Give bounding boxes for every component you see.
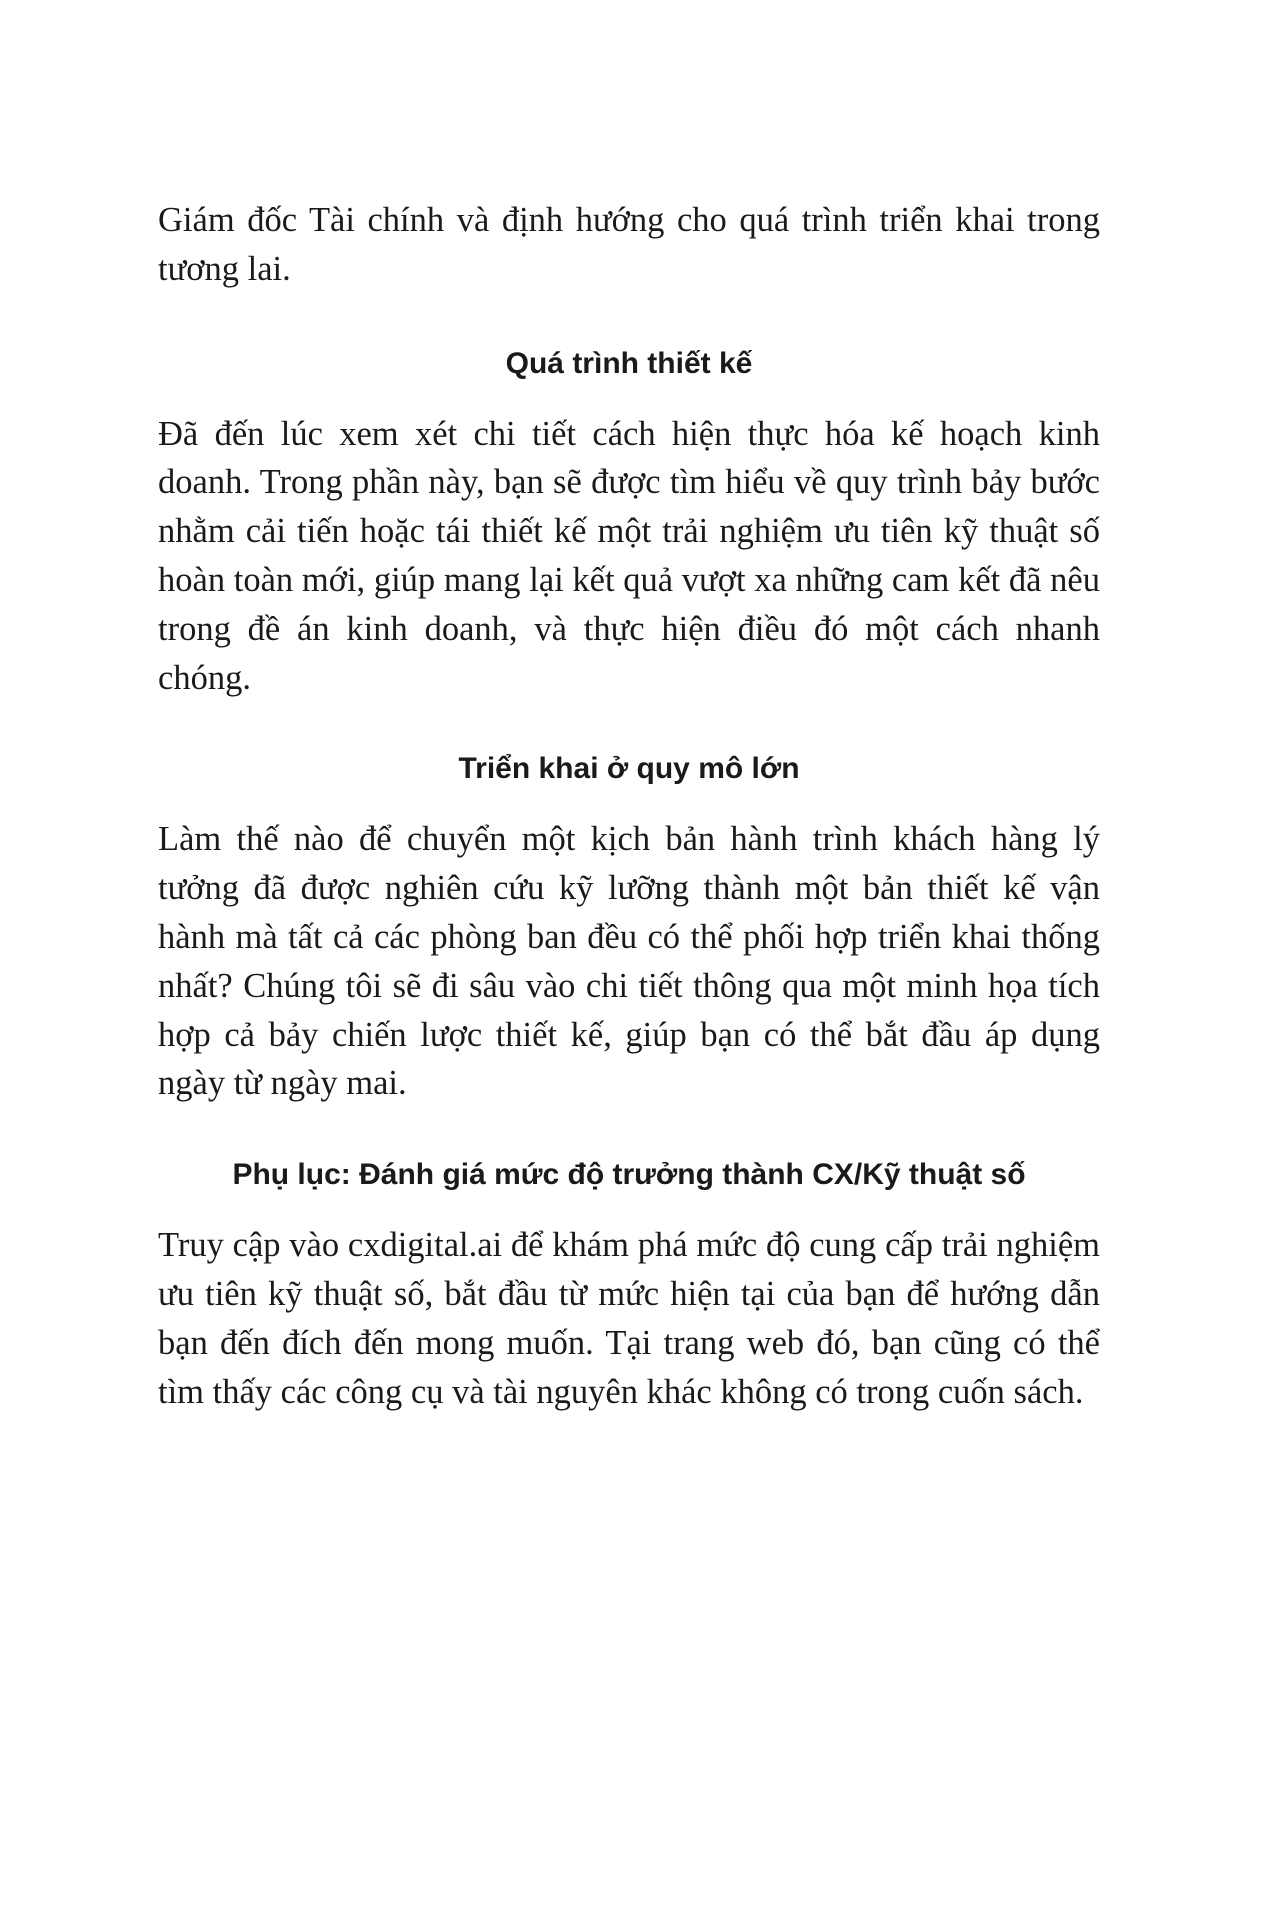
section-heading-design-process: Quá trình thiết kế: [505, 346, 753, 380]
section-body-scale-deployment: Làm thế nào để chuyển một kịch bản hành trình khách hàng lý tưởng đã được nghiên cứu kỹ lưỡng thành một bản thiết kế vận hành mà tất cả các phòng ban đều có thể phối hợp triển khai thống nhất? Chúng tôi sẽ đi sâu vào chi tiết thông qua một minh họa tích hợp cả bảy chiến lược thiết kế, giúp bạn có thể bắt đầu áp dụng ngày từ ngày mai.: [158, 820, 1100, 1103]
page-content: [158, 196, 1100, 1416]
section-body-design-process: Đã đến lúc xem xét chi tiết cách hiện thực hóa kế hoạch kinh doanh. Trong phần này, bạn sẽ được tìm hiểu về quy trình bảy bước nhằm cải tiến hoặc tái thiết kế một trải nghiệm ưu tiên kỹ thuật số hoàn toàn mới, giúp mang lại kết quả vượt xa những cam kết đã nêu trong đề án kinh doanh, và thực hiện điều đó một cách nhanh chóng.: [158, 414, 1100, 697]
section-heading-appendix: Phụ lục: Đánh giá mức độ trưởng thành CX/Kỹ thuật số: [232, 1158, 1026, 1192]
intro-paragraph: Giám đốc Tài chính và định hướng cho quá trình triển khai trong tương lai.: [158, 201, 1100, 288]
section-heading-scale-deployment: Triển khai ở quy mô lớn: [458, 752, 800, 786]
section-body-appendix: Truy cập vào cxdigital.ai để khám phá mức độ cung cấp trải nghiệm ưu tiên kỹ thuật số, bắt đầu từ mức hiện tại của bạn để hướng dẫn bạn đến đích đến mong muốn. Tại trang web đó, bạn cũng có thể tìm thấy các công cụ và tài nguyên khác không có trong cuốn sách.: [158, 1226, 1100, 1411]
